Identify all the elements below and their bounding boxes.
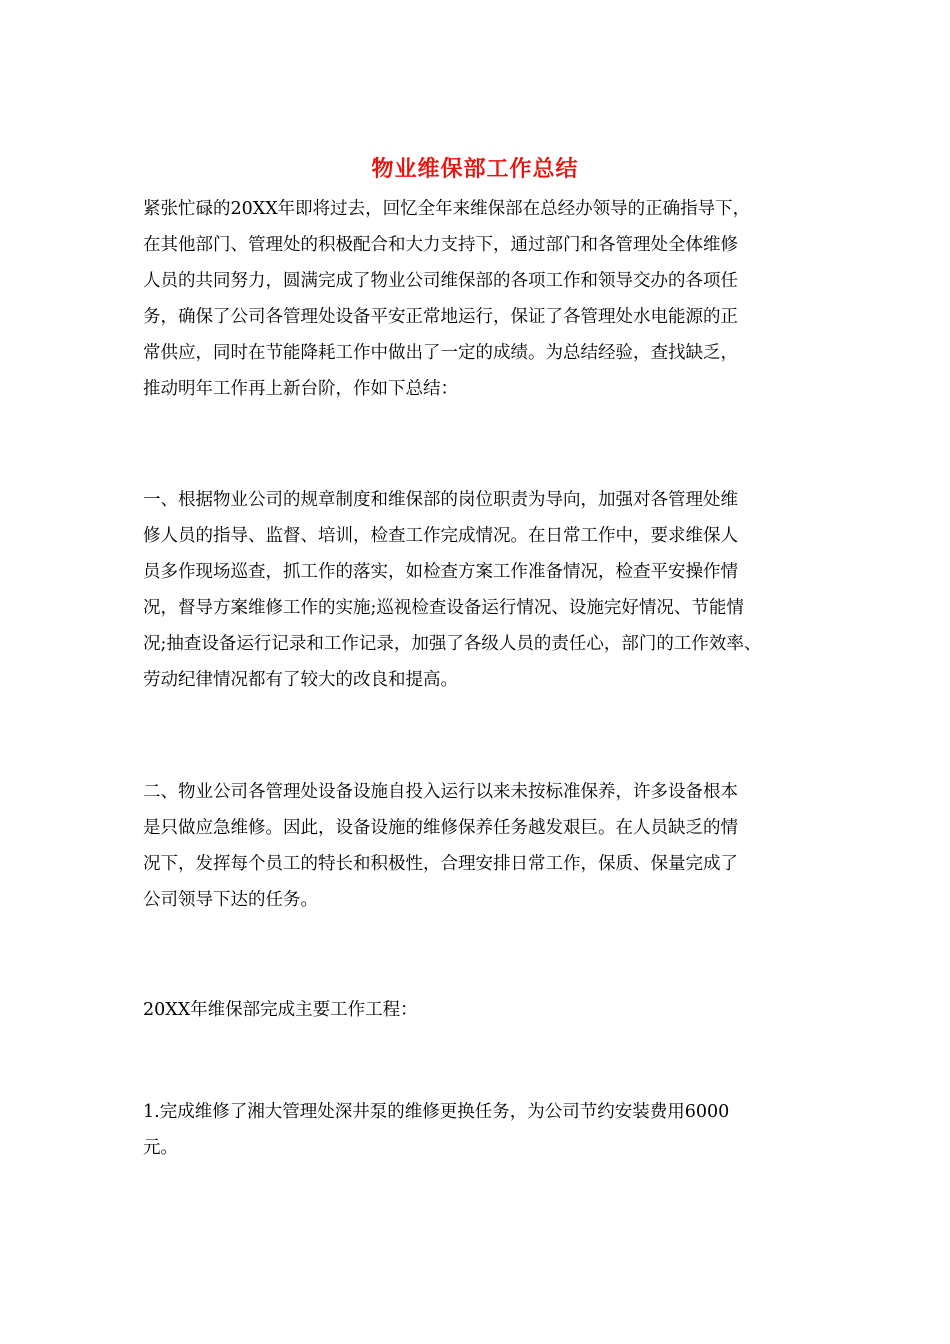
intro-line-1: 紧张忙碌的20XX年即将过去，回忆全年来维保部在总经办领导的正确指导下， (143, 199, 751, 219)
section1-line-3: 员多作现场巡查，抓工作的落实，如检查方案工作准备情况，检查平安操作情 (143, 562, 738, 582)
section2-line-4: 公司领导下达的任务。 (143, 890, 318, 910)
section1-line-5: 况;抽查设备运行记录和工作记录，加强了各级人员的责任心，部门的工作效率、 (143, 634, 762, 654)
item1-line-2: 元。 (143, 1138, 178, 1158)
section2-line-1: 二、物业公司各管理处设备设施自投入运行以来未按标准保养，许多设备根本 (143, 782, 738, 802)
item1-line-1: 1.完成维修了湘大管理处深井泵的维修更换任务，为公司节约安装费用6000 (143, 1102, 730, 1122)
intro-line-6: 推动明年工作再上新台阶，作如下总结： (143, 379, 458, 399)
intro-line-3: 人员的共同努力，圆满完成了物业公司维保部的各项工作和领导交办的各项任 (143, 271, 738, 291)
section1-line-2: 修人员的指导、监督、培训，检查工作完成情况。在日常工作中，要求维保人 (143, 526, 738, 546)
section1-line-1: 一、根据物业公司的规章制度和维保部的岗位职责为导向，加强对各管理处维 (143, 490, 738, 510)
section3-heading: 20XX年维保部完成主要工作工程： (143, 1000, 418, 1020)
document-title: 物业维保部工作总结 (371, 156, 579, 182)
intro-line-5: 常供应，同时在节能降耗工作中做出了一定的成绩。为总结经验，查找缺乏， (143, 343, 738, 363)
section2-line-2: 是只做应急维修。因此，设备设施的维修保养任务越发艰巨。在人员缺乏的情 (143, 818, 738, 838)
intro-line-4: 务，确保了公司各管理处设备平安正常地运行，保证了各管理处水电能源的正 (143, 307, 738, 327)
intro-line-2: 在其他部门、管理处的积极配合和大力支持下，通过部门和各管理处全体维修 (143, 235, 738, 255)
section1-line-4: 况，督导方案维修工作的实施;巡视检查设备运行情况、设施完好情况、节能情 (143, 598, 744, 618)
section1-line-6: 劳动纪律情况都有了较大的改良和提高。 (143, 670, 458, 690)
section2-line-3: 况下，发挥每个员工的特长和积极性，合理安排日常工作，保质、保量完成了 (143, 854, 738, 874)
